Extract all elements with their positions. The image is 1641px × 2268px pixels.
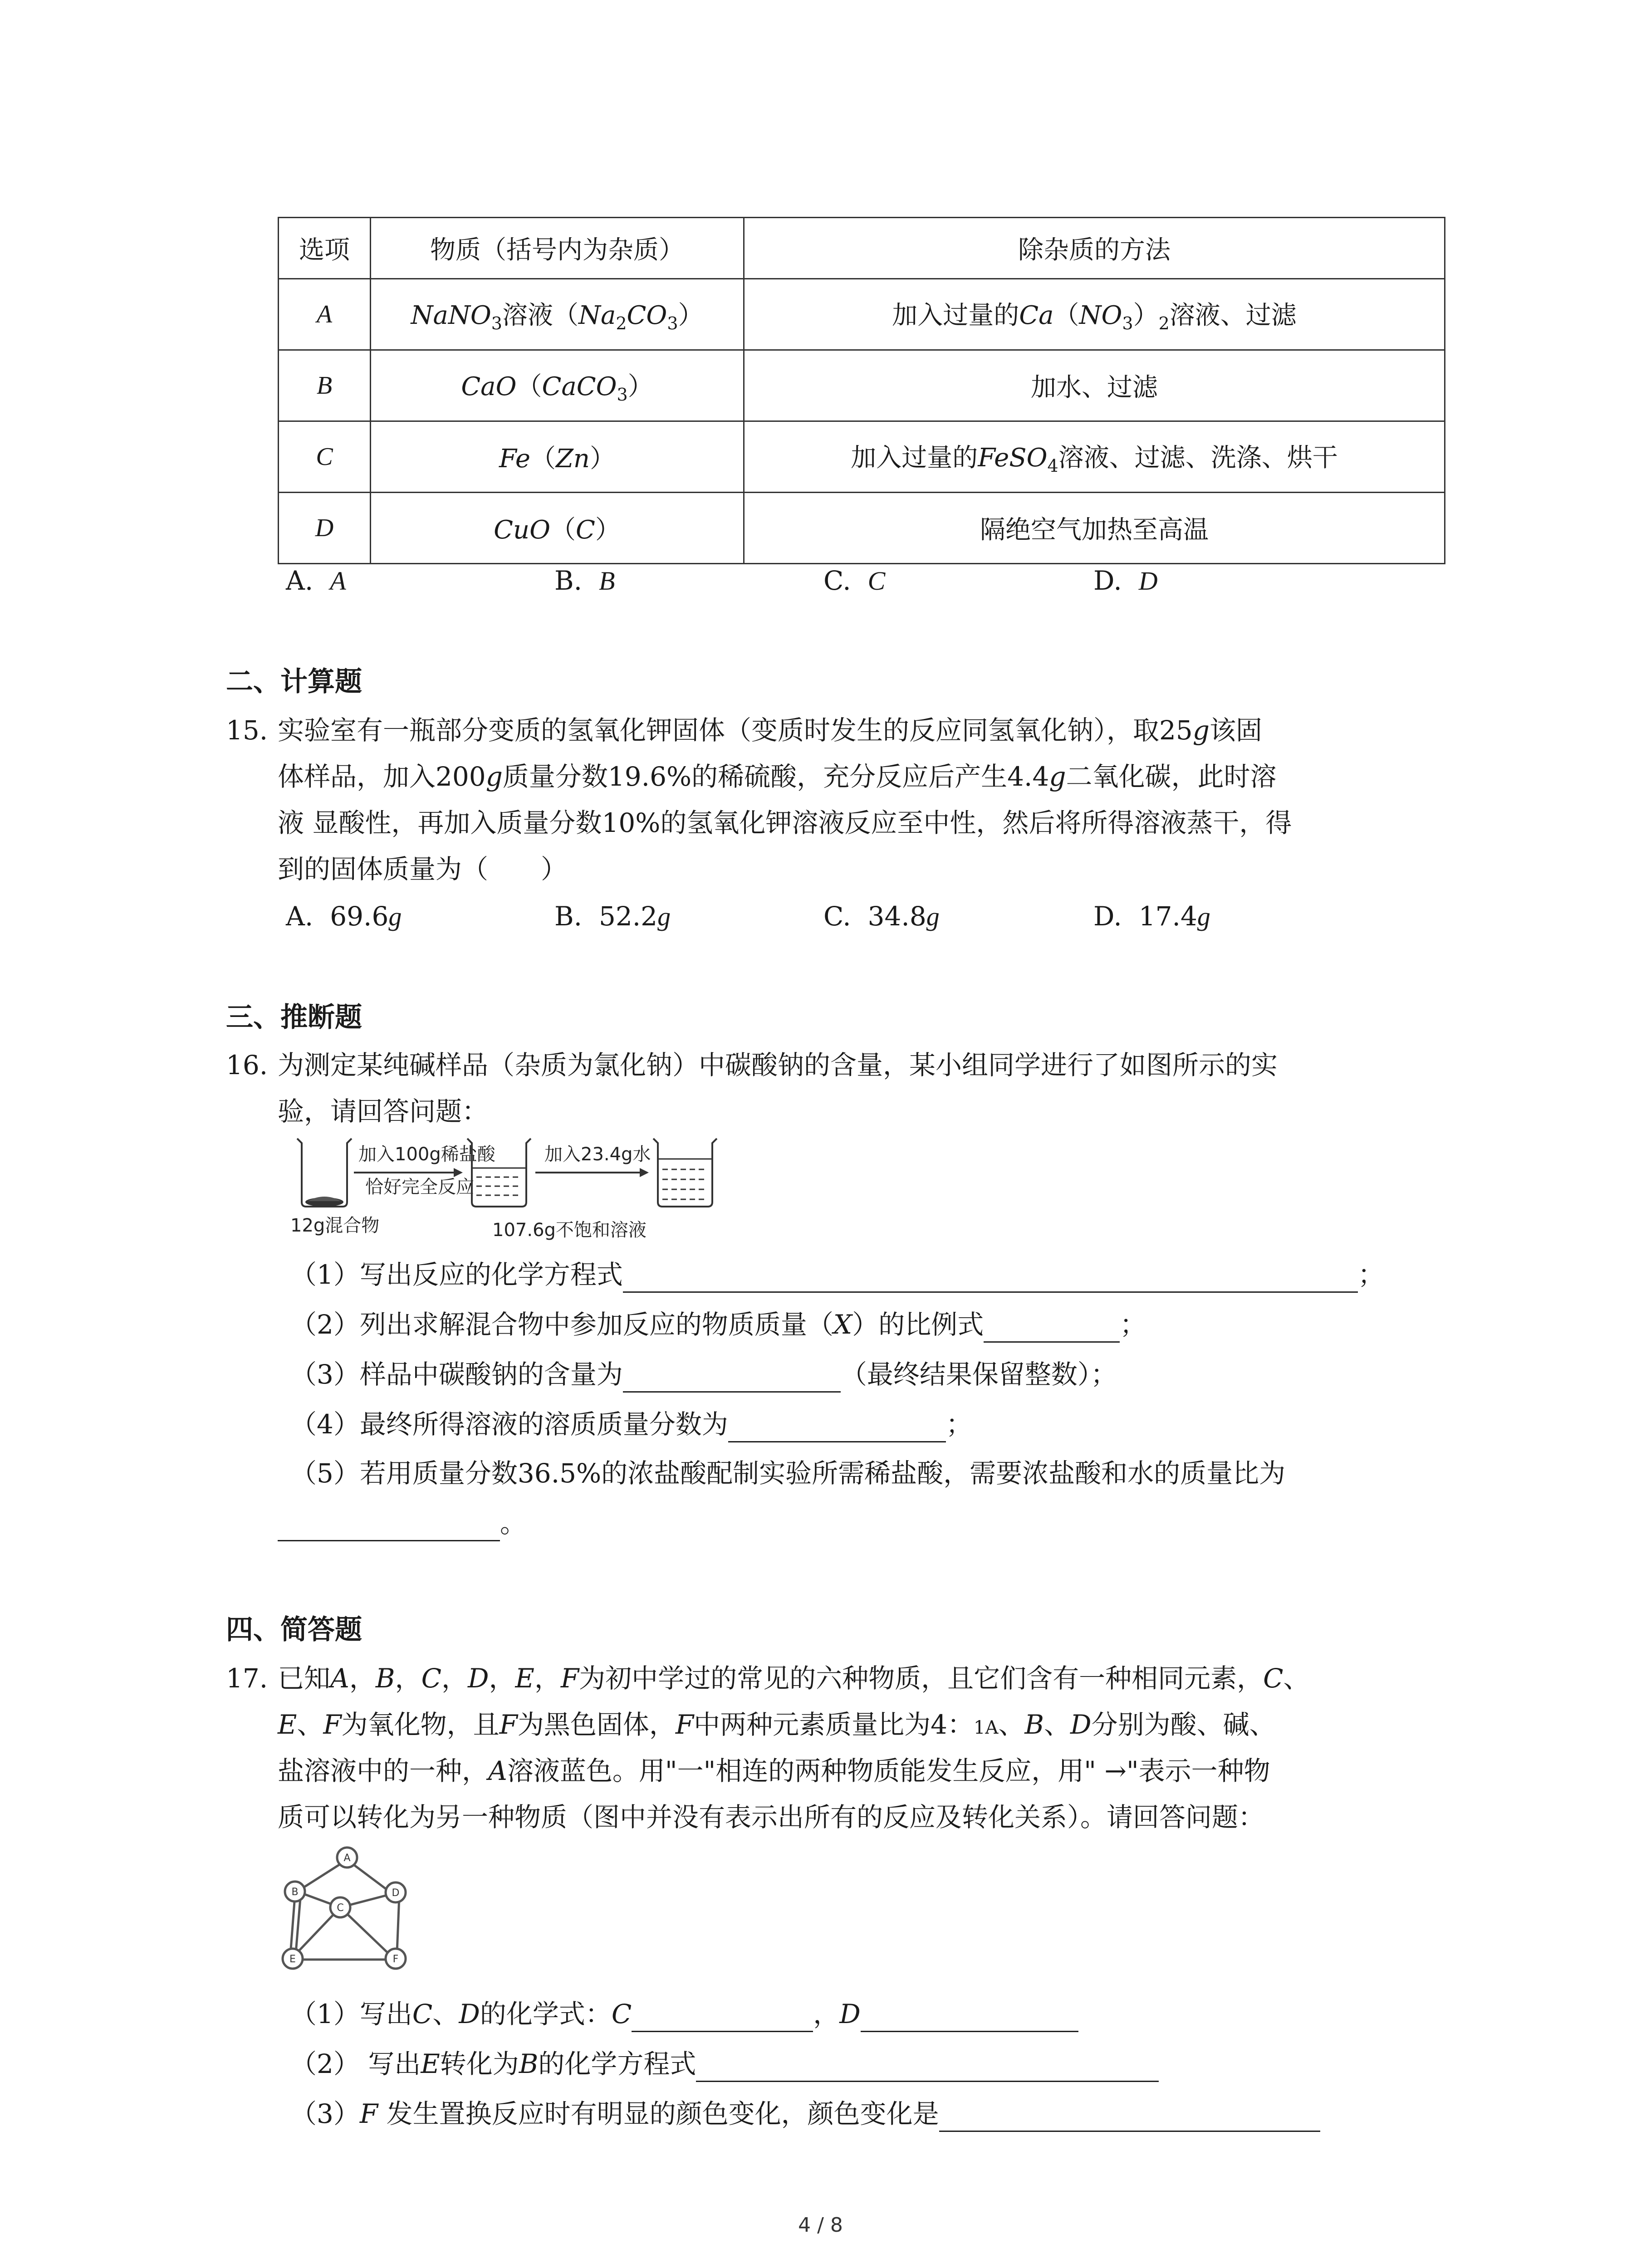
options-table [278,217,1445,564]
choice-value: C [867,566,886,596]
choice-d[interactable] [1093,898,1210,935]
question-line: 实验室有一瓶部分变质的氢氧化钾固体（变质时发生的反应同氢氧化钠），取25g该固 [278,715,1262,746]
answer-blank[interactable] [623,1264,1358,1293]
node-label: F [392,1954,399,1965]
subquestion-text: （2） 写出E转化为B的化学方程式 [290,2048,696,2079]
subquestion-1: （1）写出反应的化学方程式 ； [290,1256,1384,1293]
choice-label: B. [554,565,583,596]
answer-blank[interactable] [861,2004,1078,2032]
answer-blank[interactable] [632,2004,813,2032]
answer-blank[interactable] [696,2053,1159,2082]
choice-value: 52.2 [598,901,658,932]
subquestion-text: （4）最终所得溶液的溶质质量分数为 [290,1409,728,1440]
solution-label: 107.6g不饱和溶液 [492,1220,647,1241]
method-cell: 加水、过滤 [744,350,1445,421]
question-line: 验，请回答问题： [278,1096,489,1127]
choice-d[interactable] [1093,562,1158,599]
question-line: 液 显酸性，再加入质量分数10%的氢氧化钾溶液反应至中性，然后将所得溶液蒸干，得 [278,807,1292,838]
question-line: 到的固体质量为（ ） [278,854,568,885]
section-heading: 三、推断题 [226,1002,362,1033]
choice-value: 69.6 [330,901,389,932]
question-number: 16. [226,1050,268,1080]
table-header-row [279,218,1445,279]
choice-value: D [1138,566,1158,596]
question-line: 体样品，加入200g质量分数19.6%的稀硫酸，充分反应后产生4.4g二氧化碳，此时溶 [278,761,1277,792]
subquestion-text: （1）写出C、D的化学式：C [290,1999,632,2029]
choice-b[interactable] [554,898,671,935]
substance-cell: CaO（CaCO$_3$） [371,350,744,421]
node-label: C [337,1902,344,1914]
choice-a[interactable] [286,898,402,935]
beaker-icon [653,1139,717,1207]
section-heading: 二、计算题 [226,666,362,698]
relation-diagram [277,1842,422,1978]
table-row [279,421,1445,493]
subquestion-3 [290,1356,1117,1393]
beaker-icon [297,1139,352,1207]
experiment-figure [290,1134,798,1252]
subquestion-2: （2）列出求解混合物中参加反应的物质质量（X）的比例式 ； [290,1306,1146,1343]
answer-blank[interactable] [623,1364,841,1393]
section-heading: 四、简答题 [226,1614,362,1646]
option-cell: D [279,493,371,564]
choice-c[interactable] [823,562,885,599]
answer-blank[interactable] [278,1513,500,1541]
choice-b[interactable] [554,562,615,599]
table-row [279,493,1445,564]
choice-value: 34.8 [867,901,926,932]
arrow-icon [354,1168,463,1177]
choice-unit: g [388,902,402,931]
option-cell: B [279,350,371,421]
table-header-cell: 物质（括号内为杂质） [371,218,744,279]
subquestion-3 [290,2096,1320,2132]
mixture-label: 12g混合物 [290,1215,380,1236]
subquestion-text: （3）样品中碳酸钠的含量为 [290,1359,623,1390]
option-cell: C [279,421,371,493]
choice-c[interactable] [823,898,940,935]
table-row [279,279,1445,350]
page-number: 4 / 8 [798,2214,843,2237]
substance-cell: CuO（C） [371,493,744,564]
node-label: B [291,1887,299,1898]
answer-blank[interactable] [984,1314,1120,1343]
subquestion-5 [290,1455,1285,1491]
answer-blank[interactable] [728,1414,946,1442]
subquestion-5-answer: 。 [278,1505,526,1541]
table-row [279,350,1445,421]
question-line: 质可以转化为另一种物质（图中并没有表示出所有的反应及转化关系）。请回答问题： [278,1802,1265,1833]
option-cell: A [279,279,371,350]
subquestion-4: （4）最终所得溶液的溶质质量分数为 ； [290,1406,972,1442]
subquestion-text: （3）F 发生置换反应时有明显的颜色变化，颜色变化是 [290,2098,939,2129]
question-line: 盐溶液中的一种，A溶液蓝色。用"一"相连的两种物质能发生反应，用" →"表示一种物 [278,1755,1270,1786]
method-cell: 隔绝空气加热至高温 [744,493,1445,564]
choice-value: 17.4 [1138,901,1197,932]
arrow2-top-label: 加入23.4g水 [544,1144,651,1165]
method-cell: 加入过量的FeSO$_4$溶液、过滤、洗涤、烘干 [744,421,1445,493]
choice-unit: g [926,902,940,931]
question-number: 15. [226,715,268,746]
subquestion-text: （最终结果保留整数）； [840,1359,1117,1390]
choice-label: A. [286,565,314,596]
question-line: 为测定某纯碱样品（杂质为氯化钠）中碳酸钠的含量，某小组同学进行了如图所示的实 [278,1050,1278,1080]
table-header-cell: 选项 [279,218,371,279]
table-header-cell: 除杂质的方法 [744,218,1445,279]
arrow-icon [535,1168,649,1177]
subquestion-text: ，D [813,1999,861,2029]
method-cell: 加入过量的$Ca(NO_3)_2$溶液、过滤 [744,279,1445,350]
choice-label: D. [1093,901,1122,932]
question-number: 17. [226,1663,268,1694]
choice-label: C. [823,901,851,932]
question-line: E、F为氧化物，且F为黑色固体，F中两种元素质量比为4：1A、B、D分别为酸、碱、 [278,1709,1276,1740]
arrow1-bottom-label: 恰好完全反应 [365,1177,474,1198]
choice-label: B. [554,901,583,932]
choice-unit: g [1197,902,1210,931]
arrow1-top-label: 加入100g稀盐酸 [358,1144,495,1165]
choice-label: C. [823,565,851,596]
subquestion-text: （2）列出求解混合物中参加反应的物质质量（X）的比例式 [290,1309,984,1340]
choice-a[interactable] [286,562,346,599]
choice-value: A [330,566,346,596]
question-line: 已知A，B，C，D，E，F为初中学过的常见的六种物质，且它们含有一种相同元素，C、 [278,1663,1310,1694]
subquestion-text: （5）若用质量分数36.5%的浓盐酸配制实验所需稀盐酸，需要浓盐酸和水的质量比为 [290,1458,1286,1489]
subquestion-2 [290,2046,1159,2082]
substance-cell: NaNO$_3$溶液$(Na_2CO_3)$ [371,279,744,350]
substance-cell: Fe（Zn） [371,421,744,493]
answer-blank[interactable] [939,2103,1320,2132]
node-label: D [392,1887,400,1899]
node-label: E [289,1954,296,1965]
subquestion-text: （1）写出反应的化学方程式 [290,1259,623,1290]
choice-unit: g [657,902,671,931]
node-label: A [343,1853,351,1864]
choice-label: A. [286,901,314,932]
choice-label: D. [1093,565,1122,596]
subquestion-1 [290,1996,1078,2032]
choice-value: B [598,566,615,596]
